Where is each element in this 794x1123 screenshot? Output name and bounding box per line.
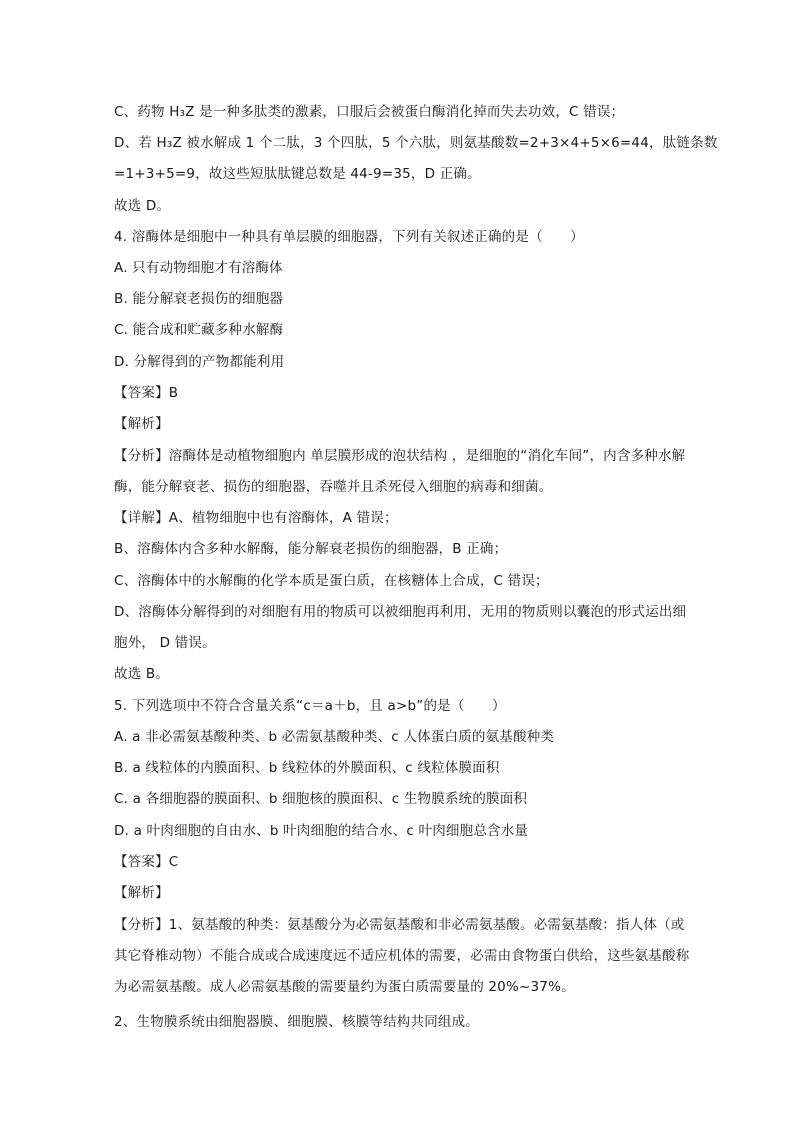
text-line: =1+3+5=9，故这些短肽肽键总数是 44-9=35，D 正确。	[114, 166, 481, 182]
text-line: 故选 D。	[114, 198, 171, 214]
text-line: 其它脊椎动物）不能合成或合成速度远不适应机体的需要，必需由食物蛋白供给，这些氨基酸称	[114, 948, 690, 964]
answer-label: 【答案】B	[114, 385, 179, 401]
text-line: D、若 H₃Z 被水解成 1 个二肽，3 个四肽，5 个六肽，则氨基酸数=2+3×4+5×6=44，肽链条数	[114, 135, 718, 151]
text-line: C、药物 H₃Z 是一种多肽类的激素，口服后会被蛋白酶消化掉而失去功效，C 错误；	[114, 104, 625, 120]
text-line: 胞外， D 错误。	[114, 635, 216, 651]
question-4-option-d: D. 分解得到的产物都能利用	[114, 354, 285, 370]
text-line: 为必需氨基酸。成人必需氨基酸的需要量约为蛋白质需要量的 20%~37%。	[114, 979, 575, 995]
analysis-label: 【解析】	[114, 416, 169, 432]
text-line: 故选 B。	[114, 666, 170, 682]
text-line: 2、生物膜系统由细胞器膜、细胞膜、核膜等结构共同组成。	[114, 1014, 479, 1030]
question-4-option-a: A. 只有动物细胞才有溶酶体	[114, 260, 283, 276]
question-4-option-b: B. 能分解衰老损伤的细胞器	[114, 291, 284, 307]
question-5-option-c: C. a 各细胞器的膜面积、b 细胞核的膜面积、c 生物膜系统的膜面积	[114, 791, 528, 807]
text-line: B、溶酶体内含多种水解酶，能分解衰老损伤的细胞器，B 正确；	[114, 541, 508, 557]
text-line: 酶，能分解衰老、损伤的细胞器，吞噬并且杀死侵入细胞的病毒和细菌。	[114, 479, 553, 495]
question-5-option-d: D. a 叶肉细胞的自由水、b 叶肉细胞的结合水、c 叶肉细胞总含水量	[114, 823, 529, 839]
text-line: 【分析】溶酶体是动植物细胞内 单层膜形成的泡状结构 ，是细胞的“消化车间”，内含多种水解	[114, 448, 686, 464]
question-5-option-a: A. a 非必需氨基酸种类、b 必需氨基酸种类、c 人体蛋白质的氨基酸种类	[114, 729, 555, 745]
question-5-stem: 5. 下列选项中不符合含量关系“c＝a＋b，且 a>b”的是（ ）	[114, 698, 506, 714]
question-4-stem: 4. 溶酶体是细胞中一种具有单层膜的细胞器，下列有关叙述正确的是（ ）	[114, 229, 584, 245]
question-4-option-c: C. 能合成和贮藏多种水解酶	[114, 322, 284, 338]
text-line: 【分析】1、氨基酸的种类：氨基酸分为必需氨基酸和非必需氨基酸。必需氨基酸：指人体（或	[114, 917, 685, 933]
text-line: C、溶酶体中的水解酶的化学本质是蛋白质，在核糖体上合成，C 错误；	[114, 573, 549, 589]
text-line: D、溶酶体分解得到的对细胞有用的物质可以被细胞再利用，无用的物质则以囊泡的形式运出细	[114, 604, 687, 620]
analysis-label: 【解析】	[114, 885, 169, 901]
text-line: 【详解】A、植物细胞中也有溶酶体，A 错误；	[114, 510, 398, 526]
question-5-option-b: B. a 线粒体的内膜面积、b 线粒体的外膜面积、c 线粒体膜面积	[114, 760, 500, 776]
answer-label: 【答案】C	[114, 854, 179, 870]
